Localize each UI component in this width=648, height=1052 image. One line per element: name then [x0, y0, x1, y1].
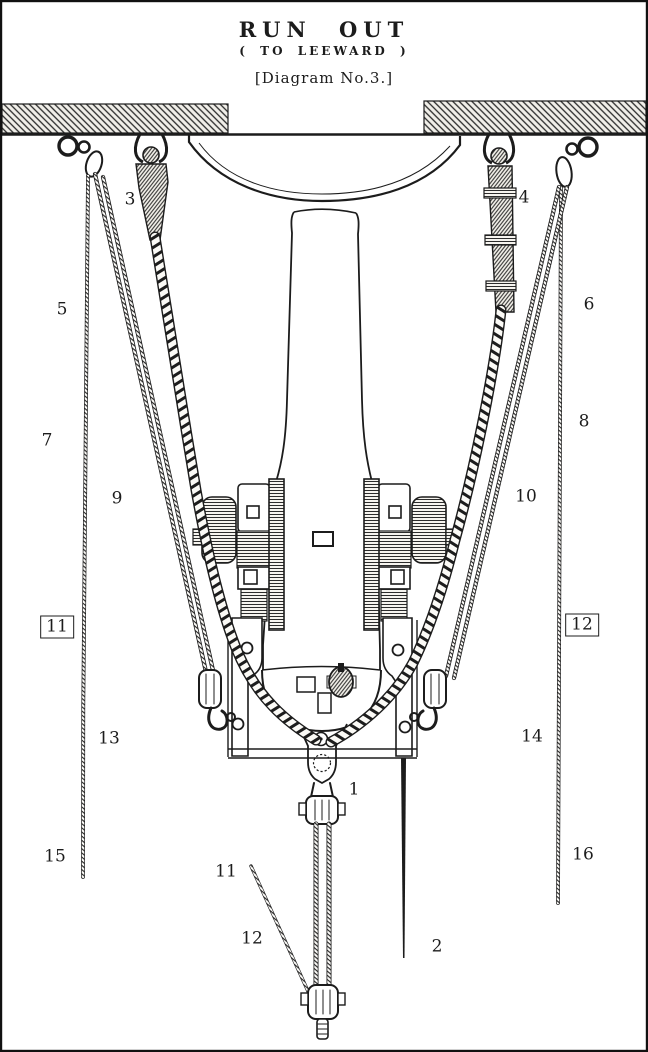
breech-fitting-block: [318, 693, 331, 713]
muzzle-inner-line: [199, 143, 450, 194]
right-tackle-hook-block: [424, 670, 446, 708]
part-label-9: 9: [111, 488, 123, 509]
gun-carriage: [193, 479, 455, 758]
lower-block-lug-right: [338, 993, 345, 1005]
part-label-5: 5: [56, 299, 68, 320]
breech-base-ring: [262, 667, 380, 671]
part-label-12-bottom: 12: [241, 928, 263, 949]
right-cheek-column: [364, 479, 379, 630]
diagram-subtitle: ( TO LEEWARD ): [239, 44, 409, 58]
part-label-15: 15: [44, 846, 66, 867]
right-tackle-upper-block: [554, 156, 573, 188]
train-tackle: [251, 783, 345, 1039]
left-bracket-bolt: [244, 570, 257, 584]
right-truck: [412, 497, 446, 563]
muzzle-swell: [189, 135, 460, 201]
right-trunnion-band: [377, 531, 411, 568]
bulwark-right: [424, 101, 646, 133]
right-bracket-hole-upper: [393, 645, 404, 656]
right-shackle-pin: [491, 148, 507, 164]
part-label-8: 8: [578, 411, 590, 432]
knob-pin: [338, 663, 344, 672]
right-eye-bolt: [567, 144, 578, 155]
upper-block-lug-left: [299, 803, 306, 815]
part-label-11-boxed: 11: [40, 616, 74, 639]
right-breeching-seizing-2: [485, 235, 516, 245]
left-eye-bolt: [79, 142, 90, 153]
right-bracket-hole-lower: [400, 722, 411, 733]
left-bracket-strip: [241, 589, 267, 621]
breech-fitting-plate: [297, 677, 315, 692]
cascabel-dotted-circle: [314, 755, 331, 772]
muzzle-neck: [294, 209, 356, 213]
part-label-2: 2: [431, 936, 443, 957]
part-label-10: 10: [515, 486, 537, 507]
right-bracket-bolt: [391, 570, 404, 584]
lower-block-lug-left: [301, 993, 308, 1005]
left-shackle-pin: [143, 147, 159, 163]
right-ring-bolt: [579, 138, 597, 156]
right-breeching-seizing-1: [484, 188, 516, 198]
left-capsquare-bolt: [247, 506, 259, 518]
gun-barrel: [189, 135, 460, 783]
bulwark-left: [2, 104, 228, 133]
part-label-11-bottom: 11: [215, 861, 237, 882]
upper-block-lug-right: [338, 803, 345, 815]
right-tackle-hook: [418, 708, 436, 729]
diagram-number: [Diagram No.3.]: [254, 69, 394, 87]
handspike-rod: [401, 758, 406, 958]
left-tackle-hook: [209, 708, 227, 729]
right-capsquare-bolt: [389, 506, 401, 518]
part-label-7: 7: [41, 430, 53, 451]
part-label-6: 6: [583, 294, 595, 315]
vent-patch: [313, 532, 333, 546]
left-trunnion-band: [237, 531, 271, 568]
left-breeching-served-cone: [136, 164, 168, 240]
part-label-3: 3: [124, 189, 136, 210]
part-label-16: 16: [572, 844, 594, 865]
left-tackle-hook-block: [199, 670, 221, 708]
diagram-title: RUN OUT: [238, 17, 410, 42]
right-bracket-strip: [381, 589, 407, 621]
part-label-14: 14: [521, 726, 543, 747]
right-breeching-seizing-3: [486, 281, 516, 291]
left-ring-bolt: [59, 137, 77, 155]
part-label-1: 1: [348, 779, 360, 800]
left-cheek-column: [269, 479, 284, 630]
part-label-12-boxed: 12: [565, 614, 599, 637]
train-block-strap: [311, 783, 333, 797]
part-label-13: 13: [98, 728, 120, 749]
bulwark: [2, 101, 646, 135]
part-label-4: 4: [518, 187, 530, 208]
